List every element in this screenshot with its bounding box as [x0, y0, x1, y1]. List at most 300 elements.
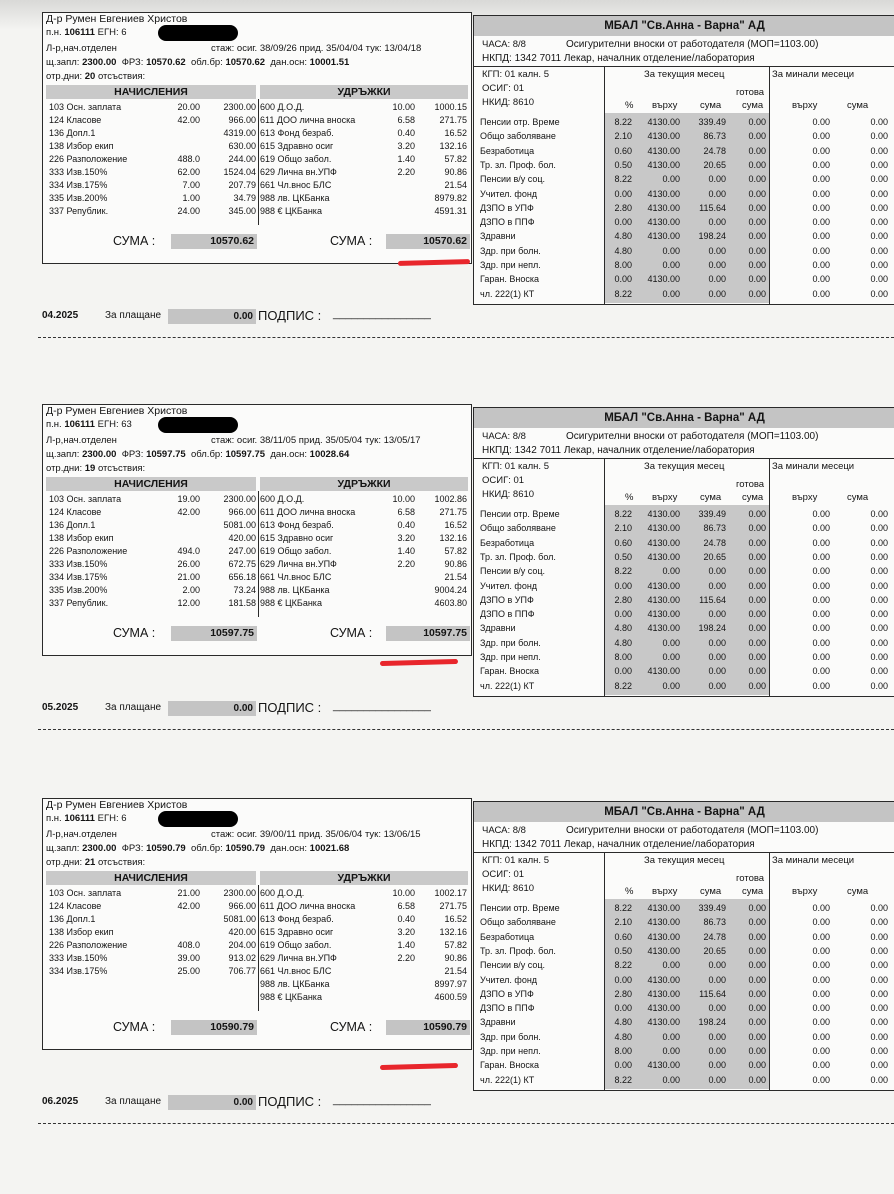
- contribution-ready: 0.00: [748, 580, 766, 591]
- accrual-amount: 420.00: [228, 927, 256, 937]
- accrual-name: 138 Избор екип: [49, 141, 114, 151]
- earnings-deductions-panel: [42, 12, 472, 264]
- deduction-amount: 90.86: [444, 559, 467, 569]
- contribution-sum: 0.00: [708, 1003, 726, 1014]
- deduction-name: 600 Д.О.Д.: [260, 888, 305, 898]
- current-month-header: За текущия месец: [644, 461, 725, 472]
- contribution-sum: 0.00: [708, 217, 726, 228]
- contribution-sum: 0.00: [708, 1046, 726, 1056]
- past-months-header: За минали месеци: [772, 69, 855, 80]
- accrual-amount: 966.00: [228, 901, 256, 911]
- accrual-amount: 672.75: [228, 559, 256, 569]
- sum-header: сума: [700, 492, 722, 503]
- insurance-type: ОСИГ: 01: [482, 869, 525, 880]
- contribution-pct: 2.80: [614, 202, 632, 213]
- contribution-base: 0.00: [662, 680, 680, 691]
- accrual-name: 333 Изв.150%: [49, 953, 108, 963]
- accrual-qty: 1.00: [182, 193, 200, 203]
- accrual-amount: 630.00: [228, 141, 256, 151]
- table-row: [43, 991, 471, 1003]
- deduction-name: 611 ДОО лична вноска: [260, 507, 356, 517]
- contribution-row: [474, 944, 894, 958]
- deduction-amount: 21.54: [444, 572, 467, 582]
- contribution-sum: 24.78: [703, 931, 726, 942]
- work-days-line: отр.дни: 19 отсъствия:: [46, 463, 146, 474]
- kgp-label: КГП: 01 калн. 5: [482, 69, 549, 80]
- ready-header: готова: [736, 873, 765, 884]
- contribution-name: Пенсии отр. Време: [480, 903, 560, 913]
- contribution-past-sum: 0.00: [870, 1031, 888, 1042]
- contribution-base: 0.00: [662, 245, 680, 256]
- contribution-past-sum: 0.00: [870, 145, 888, 156]
- salary-base-line: щ.запл: 2300.00 ФРЗ: 10597.75 обл.бр: 10597.75 дан.осн: 10028.64: [46, 449, 350, 460]
- insurance-type: ОСИГ: 01: [482, 475, 525, 486]
- base-header: върху: [652, 886, 678, 897]
- contribution-pct: 2.80: [614, 988, 632, 999]
- employee-name: Д-р Румен Евгениев Христов: [46, 799, 188, 811]
- contribution-row: [474, 915, 894, 929]
- accrual-qty: 42.00: [177, 507, 200, 517]
- contribution-pct: 4.80: [614, 623, 632, 634]
- contribution-name: Здравни: [480, 623, 516, 634]
- accrual-amount: 2300.00: [223, 494, 256, 504]
- contribution-past-sum: 0.00: [870, 974, 888, 985]
- contribution-ready: 0.00: [748, 917, 766, 928]
- contribution-past-sum: 0.00: [870, 917, 888, 928]
- deduction-amount: 57.82: [444, 546, 467, 556]
- deduction-amount: 16.52: [444, 914, 467, 924]
- contribution-name: Тр. зл. Проф. бол.: [480, 945, 556, 956]
- contribution-past-base: 0.00: [812, 1031, 830, 1042]
- contribution-name: Здр. при непл.: [480, 260, 541, 270]
- contribution-past-sum: 0.00: [870, 680, 888, 691]
- contribution-past-sum: 0.00: [870, 537, 888, 548]
- accrual-amount: 966.00: [228, 115, 256, 125]
- deduction-amount: 9004.24: [434, 585, 467, 595]
- contribution-name: Безработица: [480, 931, 535, 942]
- contribution-past-sum: 0.00: [870, 609, 888, 620]
- table-row: [43, 584, 471, 596]
- contribution-ready: 0.00: [748, 288, 766, 299]
- contribution-row: [474, 650, 894, 664]
- deduction-amount: 16.52: [444, 128, 467, 138]
- contribution-base: 0.00: [662, 1046, 680, 1056]
- sum-accruals: 10597.75: [171, 626, 257, 641]
- signature-label: ПОДПИС :: [258, 1094, 322, 1109]
- contribution-sum: 86.73: [703, 523, 726, 534]
- contribution-past-base: 0.00: [812, 931, 830, 942]
- accrual-name: 334 Изв.175%: [49, 572, 108, 582]
- contribution-pct: 8.22: [614, 1074, 632, 1085]
- sum-label-accruals: СУМА :: [113, 234, 156, 248]
- contribution-sum: 0.00: [708, 274, 726, 285]
- accrual-qty: 24.00: [177, 206, 200, 216]
- contribution-ready: 0.00: [748, 131, 766, 142]
- table-row: [43, 965, 471, 977]
- deduction-name: 988 € ЦКБанка: [260, 206, 322, 216]
- contribution-ready: 0.00: [748, 960, 766, 971]
- accrual-name: 136 Допл.1: [49, 520, 96, 530]
- contribution-past-base: 0.00: [812, 960, 830, 971]
- deduction-amount: 90.86: [444, 953, 467, 963]
- contribution-past-base: 0.00: [812, 188, 830, 199]
- work-days-line: отр.дни: 21 отсъствия:: [46, 857, 146, 868]
- contributions-title: Осигурителни вноски от работодателя (МОП=1103.00): [566, 431, 819, 442]
- accrual-name: 226 Разположение: [49, 154, 128, 164]
- contribution-base: 0.00: [662, 652, 680, 662]
- seniority-line: стаж: осиг. 39/00/11 прид. 35/06/04 тук: 13/06/15: [211, 829, 421, 840]
- deduction-name: 629 Лична вн.УПФ: [260, 167, 337, 177]
- sum-deductions: 10597.75: [386, 626, 470, 641]
- accrual-qty: 20.00: [177, 102, 200, 112]
- occupation-code: НКПД: 1342 7011 Лекар, началник отделение/лаборатория: [482, 445, 755, 456]
- accrual-qty: 21.00: [177, 572, 200, 582]
- accrual-amount: 656.18: [228, 572, 256, 582]
- accrual-name: 337 Републик.: [49, 598, 109, 608]
- contribution-row: [474, 144, 894, 158]
- contribution-sum: 0.00: [708, 260, 726, 270]
- accrual-name: 124 Класове: [49, 901, 102, 911]
- deduction-name: 600 Д.О.Д.: [260, 494, 305, 504]
- contribution-sum: 0.00: [708, 666, 726, 677]
- employee-name: Д-р Румен Евгениев Христов: [46, 405, 188, 417]
- sum-deductions: 10590.79: [386, 1020, 470, 1035]
- contribution-pct: 2.10: [614, 131, 632, 142]
- deduction-amount: 132.16: [439, 927, 467, 937]
- contribution-pct: 8.22: [614, 174, 632, 185]
- contribution-ready: 0.00: [748, 974, 766, 985]
- contribution-past-base: 0.00: [812, 231, 830, 242]
- contribution-ready: 0.00: [748, 537, 766, 548]
- contribution-row: [474, 215, 894, 229]
- deduction-pct: 1.40: [397, 546, 415, 556]
- contribution-base: 0.00: [662, 566, 680, 577]
- red-pen-mark: [380, 659, 458, 666]
- contribution-base: 0.00: [662, 174, 680, 185]
- payslip-3: [0, 798, 894, 1158]
- contribution-past-base: 0.00: [812, 680, 830, 691]
- contribution-ready: 0.00: [748, 117, 766, 127]
- accrual-qty: 2.00: [182, 585, 200, 595]
- deduction-name: 988 лв. ЦКБанка: [260, 979, 330, 989]
- contribution-sum: 0.00: [708, 1031, 726, 1042]
- accrual-amount: 966.00: [228, 507, 256, 517]
- contribution-past-base: 0.00: [812, 594, 830, 605]
- contribution-past-sum: 0.00: [870, 523, 888, 534]
- contribution-base: 4130.00: [647, 623, 680, 634]
- deduction-amount: 1002.86: [434, 494, 467, 504]
- contribution-ready: 0.00: [748, 903, 766, 913]
- accrual-qty: 26.00: [177, 559, 200, 569]
- sum-accruals: 10570.62: [171, 234, 257, 249]
- contribution-ready: 0.00: [748, 1017, 766, 1028]
- contribution-ready: 0.00: [748, 666, 766, 677]
- deduction-pct: 3.20: [397, 141, 415, 151]
- divider: [474, 458, 894, 459]
- contribution-base: 4130.00: [647, 523, 680, 534]
- contribution-past-sum: 0.00: [870, 566, 888, 577]
- deduction-name: 629 Лична вн.УПФ: [260, 953, 337, 963]
- contribution-pct: 0.00: [614, 974, 632, 985]
- sum-label-accruals: СУМА :: [113, 1020, 156, 1034]
- contribution-base: 4130.00: [647, 202, 680, 213]
- contribution-sum: 0.00: [708, 566, 726, 577]
- table-row: [43, 887, 471, 899]
- deduction-pct: 6.58: [397, 115, 415, 125]
- table-row: [43, 179, 471, 191]
- contribution-sum: 0.00: [708, 974, 726, 985]
- deduction-amount: 8979.82: [434, 193, 467, 203]
- table-row: [43, 153, 471, 165]
- accrual-name: 103 Осн. заплата: [49, 102, 122, 112]
- contribution-past-sum: 0.00: [870, 1003, 888, 1014]
- contribution-ready: 0.00: [748, 245, 766, 256]
- accrual-name: 124 Класове: [49, 507, 102, 517]
- contribution-past-sum: 0.00: [870, 231, 888, 242]
- table-row: [43, 913, 471, 925]
- contribution-name: Безработица: [480, 145, 535, 156]
- sum-label-accruals: СУМА :: [113, 626, 156, 640]
- contribution-base: 0.00: [662, 960, 680, 971]
- contribution-row: [474, 1001, 894, 1015]
- contribution-ready: 0.00: [748, 931, 766, 942]
- payslip-2: [0, 404, 894, 764]
- contribution-base: 4130.00: [647, 903, 680, 913]
- past-months-header: За минали месеци: [772, 461, 855, 472]
- sum-header: сума: [700, 100, 722, 111]
- current-month-header: За текущия месец: [644, 855, 725, 866]
- contribution-sum: 339.49: [698, 903, 726, 913]
- contribution-past-sum: 0.00: [870, 288, 888, 299]
- deduction-name: 661 Чл.внос БЛС: [260, 966, 332, 976]
- contribution-sum: 115.64: [699, 594, 726, 605]
- contribution-name: чл. 222(1) КТ: [480, 680, 535, 691]
- table-row: [43, 952, 471, 964]
- deduction-name: 615 Здравно осиг: [260, 533, 334, 543]
- contribution-name: чл. 222(1) КТ: [480, 1074, 535, 1085]
- contribution-name: Учител. фонд: [480, 974, 538, 985]
- contribution-name: Гаран. Вноска: [480, 274, 539, 285]
- contribution-name: Здравни: [480, 1017, 516, 1028]
- contribution-sum: 0.00: [708, 1060, 726, 1071]
- to-pay-amount: 0.00: [168, 1095, 256, 1110]
- activity-code: НКИД: 8610: [482, 489, 535, 500]
- accrual-amount: 244.00: [228, 154, 256, 164]
- contribution-name: ДЗПО в УПФ: [480, 202, 534, 213]
- contribution-ready: 0.00: [748, 988, 766, 999]
- contribution-past-sum: 0.00: [870, 1060, 888, 1071]
- deduction-pct: 3.20: [397, 927, 415, 937]
- contribution-row: [474, 664, 894, 678]
- contribution-past-sum: 0.00: [870, 945, 888, 956]
- contribution-row: [474, 187, 894, 201]
- deduction-name: 661 Чл.внос БЛС: [260, 572, 332, 582]
- contribution-pct: 0.00: [614, 580, 632, 591]
- contribution-row: [474, 973, 894, 987]
- contribution-sum: 115.64: [699, 988, 726, 999]
- deduction-name: 611 ДОО лична вноска: [260, 901, 356, 911]
- deduction-name: 988 € ЦКБанка: [260, 598, 322, 608]
- contribution-past-sum: 0.00: [870, 174, 888, 185]
- deduction-pct: 0.40: [397, 914, 415, 924]
- contribution-row: [474, 229, 894, 243]
- cut-line: [38, 1123, 894, 1124]
- cut-line: [38, 729, 894, 730]
- contribution-past-base: 0.00: [812, 202, 830, 213]
- contribution-past-base: 0.00: [812, 145, 830, 156]
- accrual-qty: 21.00: [177, 888, 200, 898]
- accrual-qty: 494.0: [177, 546, 200, 556]
- contribution-row: [474, 1044, 894, 1058]
- contribution-ready: 0.00: [748, 623, 766, 634]
- accrual-amount: 181.58: [228, 598, 256, 608]
- table-row: [43, 101, 471, 113]
- contribution-sum: 0.00: [708, 174, 726, 185]
- insurance-type: ОСИГ: 01: [482, 83, 525, 94]
- contribution-base: 4130.00: [647, 1060, 680, 1071]
- deduction-name: 619 Общо забол.: [260, 546, 332, 556]
- contribution-past-base: 0.00: [812, 1017, 830, 1028]
- contribution-ready: 0.00: [748, 1003, 766, 1014]
- contribution-base: 0.00: [662, 260, 680, 270]
- contribution-base: 4130.00: [647, 145, 680, 156]
- accrual-qty: 39.00: [177, 953, 200, 963]
- accrual-name: 335 Изв.200%: [49, 585, 108, 595]
- table-row: [43, 493, 471, 505]
- deduction-pct: 0.40: [397, 128, 415, 138]
- contribution-past-base: 0.00: [812, 551, 830, 562]
- deduction-amount: 1000.15: [434, 102, 467, 112]
- contribution-past-base: 0.00: [812, 537, 830, 548]
- accrual-amount: 2300.00: [223, 888, 256, 898]
- personal-number-line: п.н. 106111 ЕГН: 6: [46, 813, 127, 824]
- contribution-sum: 115.64: [699, 202, 726, 213]
- base-header: върху: [652, 492, 678, 503]
- contribution-ready: 0.00: [748, 159, 766, 170]
- employer-name: МБАЛ "Св.Анна - Варна" АД: [474, 408, 894, 428]
- contribution-name: Здр. при болн.: [480, 1031, 541, 1042]
- table-row: [43, 127, 471, 139]
- contribution-ready: 0.00: [748, 202, 766, 213]
- contribution-past-sum: 0.00: [870, 903, 888, 913]
- contribution-row: [474, 901, 894, 915]
- signature-label: ПОДПИС :: [258, 308, 322, 323]
- deduction-amount: 57.82: [444, 940, 467, 950]
- contribution-past-sum: 0.00: [870, 159, 888, 170]
- department: Л-р,нач.отделен: [46, 435, 117, 446]
- contribution-row: [474, 564, 894, 578]
- accrual-qty: 42.00: [177, 115, 200, 125]
- contribution-past-base: 0.00: [812, 245, 830, 256]
- contribution-pct: 0.50: [614, 551, 632, 562]
- kgp-label: КГП: 01 калн. 5: [482, 855, 549, 866]
- contribution-sum: 198.24: [698, 623, 726, 634]
- contribution-name: Безработица: [480, 537, 535, 548]
- past-months-header: За минали месеци: [772, 855, 855, 866]
- contribution-row: [474, 1058, 894, 1072]
- accruals-header: НАЧИСЛЕНИЯ: [46, 85, 256, 99]
- contribution-past-sum: 0.00: [870, 666, 888, 677]
- contribution-sum: 0.00: [708, 288, 726, 299]
- contribution-past-base: 0.00: [812, 652, 830, 662]
- personal-number-line: п.н. 106111 ЕГН: 6: [46, 27, 127, 38]
- contribution-row: [474, 244, 894, 258]
- employer-contributions-panel: [473, 801, 894, 1091]
- contribution-ready: 0.00: [748, 637, 766, 648]
- work-days-line: отр.дни: 20 отсъствия:: [46, 71, 146, 82]
- accruals-header: НАЧИСЛЕНИЯ: [46, 871, 256, 885]
- earnings-deductions-panel: [42, 798, 472, 1050]
- contribution-pct: 2.10: [614, 523, 632, 534]
- table-row: [43, 114, 471, 126]
- contribution-past-sum: 0.00: [870, 202, 888, 213]
- contribution-name: Пенсии отр. Време: [480, 117, 560, 127]
- accrual-qty: 12.00: [177, 598, 200, 608]
- contribution-ready: 0.00: [748, 566, 766, 577]
- contribution-row: [474, 258, 894, 272]
- contribution-past-sum: 0.00: [870, 1046, 888, 1056]
- ready-sum-header: сума: [742, 886, 764, 897]
- divider: [474, 852, 894, 853]
- table-row: [43, 140, 471, 152]
- contribution-pct: 8.22: [614, 509, 632, 519]
- employer-name: МБАЛ "Св.Анна - Варна" АД: [474, 802, 894, 822]
- contribution-base: 4130.00: [647, 274, 680, 285]
- contribution-past-base: 0.00: [812, 580, 830, 591]
- contribution-past-sum: 0.00: [870, 652, 888, 662]
- contribution-base: 4130.00: [647, 1003, 680, 1014]
- contribution-pct: 8.00: [614, 260, 632, 270]
- signature-line: ________________: [333, 1094, 431, 1106]
- contribution-pct: 0.00: [614, 1003, 632, 1014]
- accrual-amount: 345.00: [228, 206, 256, 216]
- contribution-past-sum: 0.00: [870, 260, 888, 270]
- activity-code: НКИД: 8610: [482, 883, 535, 894]
- signature-label: ПОДПИС :: [258, 700, 322, 715]
- contribution-base: 4130.00: [647, 537, 680, 548]
- contribution-base: 0.00: [662, 1074, 680, 1085]
- deduction-amount: 57.82: [444, 154, 467, 164]
- contribution-name: ДЗПО в ППФ: [480, 1003, 535, 1014]
- current-month-header: За текущия месец: [644, 69, 725, 80]
- deduction-name: 613 Фонд безраб.: [260, 520, 334, 530]
- table-row: [43, 532, 471, 544]
- contribution-ready: 0.00: [748, 274, 766, 285]
- salary-base-line: щ.запл: 2300.00 ФРЗ: 10590.79 обл.бр: 10590.79 дан.осн: 10021.68: [46, 843, 350, 854]
- contribution-pct: 8.00: [614, 1046, 632, 1056]
- egn-redaction: [158, 811, 238, 827]
- contribution-base: 4130.00: [647, 931, 680, 942]
- table-row: [43, 545, 471, 557]
- contribution-base: 4130.00: [647, 188, 680, 199]
- contribution-name: ДЗПО в ППФ: [480, 217, 535, 228]
- seniority-line: стаж: осиг. 38/09/26 прид. 35/04/04 тук: 13/04/18: [211, 43, 422, 54]
- past-base-header: върху: [792, 886, 818, 897]
- seniority-line: стаж: осиг. 38/11/05 прид. 35/05/04 тук: 13/05/17: [211, 435, 421, 446]
- contribution-name: Пенсии отр. Време: [480, 509, 560, 519]
- contribution-name: ДЗПО в УПФ: [480, 594, 534, 605]
- deduction-pct: 10.00: [392, 888, 415, 898]
- accrual-qty: 62.00: [177, 167, 200, 177]
- contribution-base: 4130.00: [647, 1017, 680, 1028]
- contribution-past-base: 0.00: [812, 523, 830, 534]
- deduction-pct: 2.20: [397, 559, 415, 569]
- contribution-ready: 0.00: [748, 145, 766, 156]
- contribution-base: 4130.00: [647, 509, 680, 519]
- contribution-past-sum: 0.00: [870, 274, 888, 285]
- contribution-name: Здр. при непл.: [480, 1046, 541, 1056]
- contribution-pct: 0.00: [614, 609, 632, 620]
